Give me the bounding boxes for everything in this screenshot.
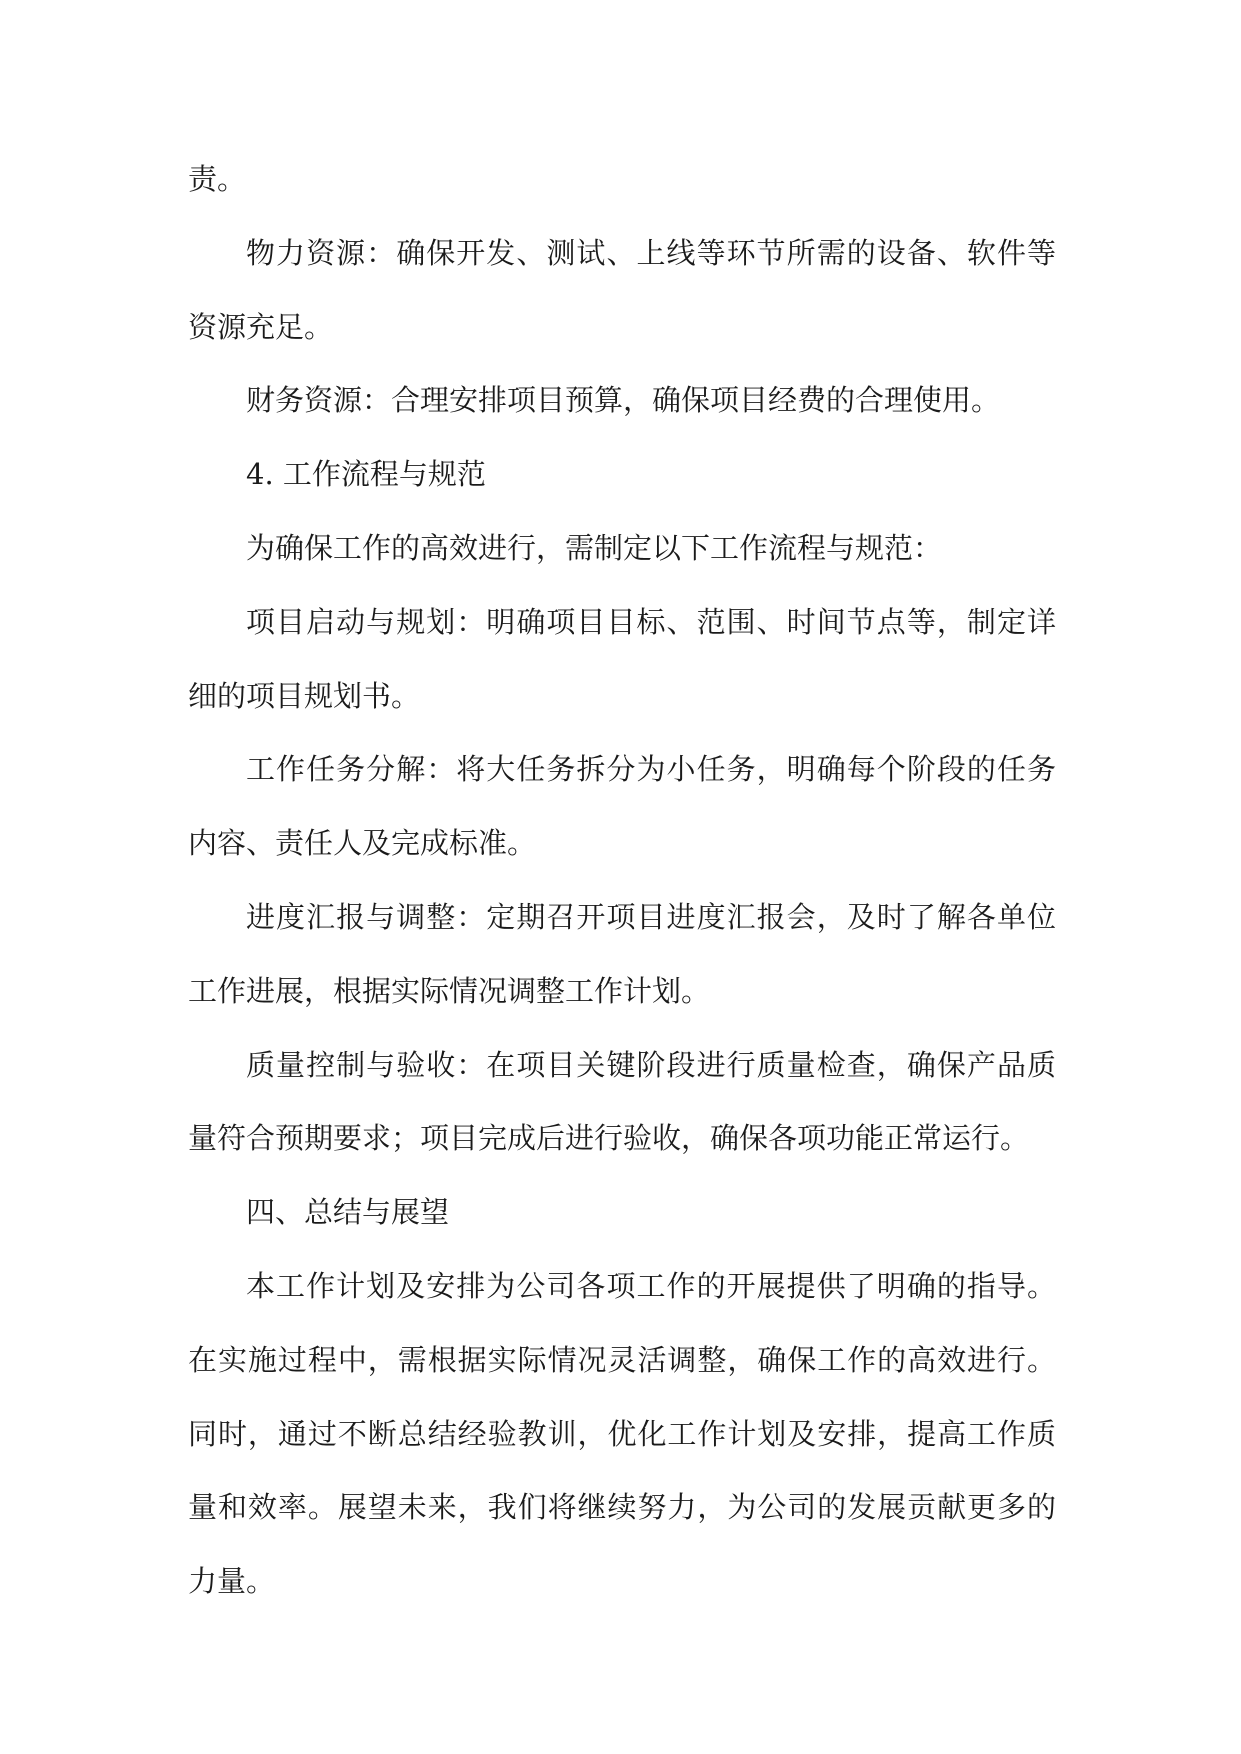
paragraph-financial-resources: 财务资源：合理安排项目预算，确保项目经费的合理使用。 bbox=[246, 383, 1001, 418]
paragraph-quality-control: 质量控制与验收：在项目关键阶段进行质量检查，确保产品质量符合预期要求；项目完成后进行验收，确保各项功能正常运行。 bbox=[188, 1047, 1056, 1156]
paragraph-project-kickoff: 项目启动与规划：明确项目目标、范围、时间节点等，制定详细的项目规划书。 bbox=[188, 604, 1056, 713]
paragraph-continuation: 责。 bbox=[188, 162, 247, 196]
paragraph-task-breakdown: 工作任务分解：将大任务拆分为小任务，明确每个阶段的任务内容、责任人及完成标准。 bbox=[188, 752, 1056, 861]
section-heading-summary: 四、总结与展望 bbox=[246, 1195, 450, 1230]
section-heading-workflow: 4. 工作流程与规范 bbox=[246, 457, 486, 492]
paragraph-summary: 本工作计划及安排为公司各项工作的开展提供了明确的指导。在实施过程中，需根据实际情况灵活调整，确保工作的高效进行。同时，通过不断总结经验教训，优化工作计划及安排，提高工作质量和效率。展望未来，我们将继续努力，为公司的发展贡献更多的力量。 bbox=[188, 1268, 1056, 1599]
paragraph-progress-reporting: 进度汇报与调整：定期召开项目进度汇报会，及时了解各单位工作进展，根据实际情况调整工作计划。 bbox=[188, 899, 1056, 1008]
paragraph-material-resources: 物力资源：确保开发、测试、上线等环节所需的设备、软件等资源充足。 bbox=[188, 235, 1056, 344]
paragraph-workflow-intro: 为确保工作的高效进行，需制定以下工作流程与规范： bbox=[246, 530, 943, 565]
document-body bbox=[188, 143, 1056, 1619]
